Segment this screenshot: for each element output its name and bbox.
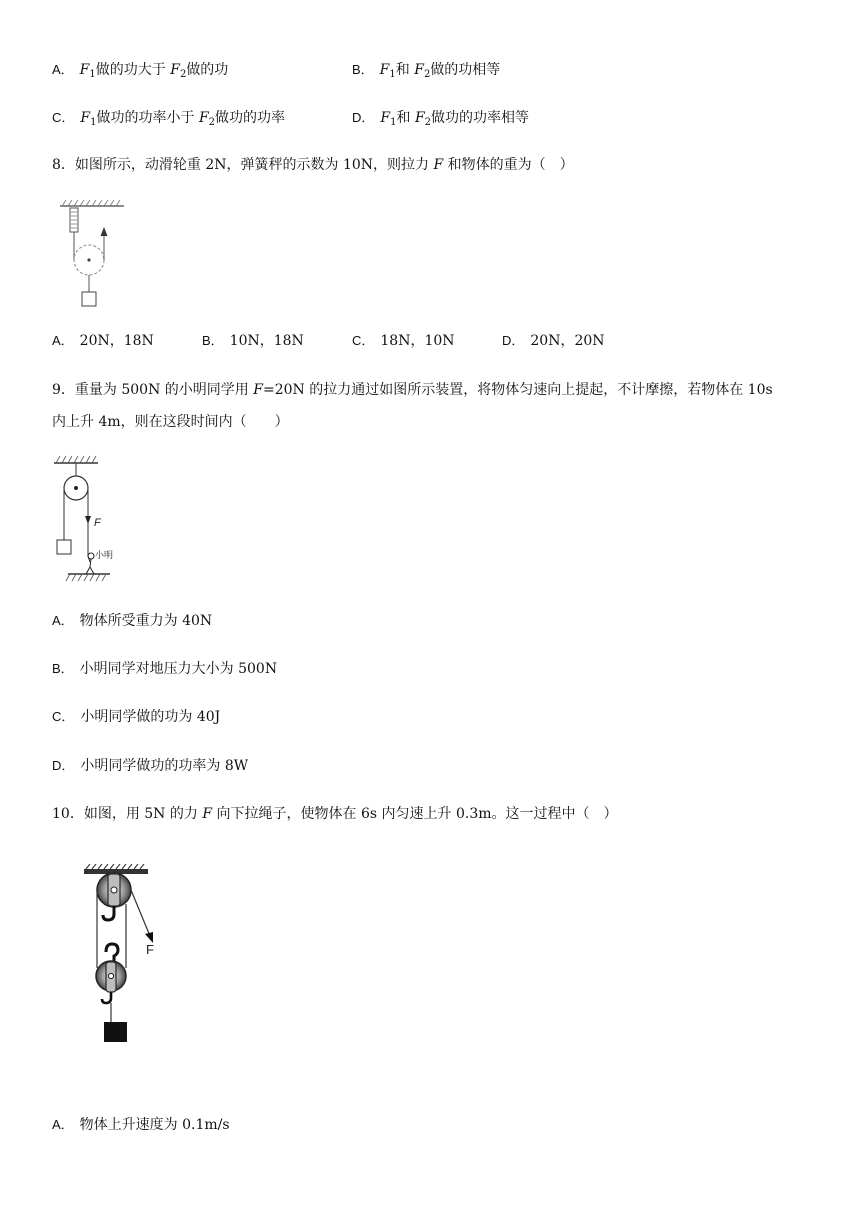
q10-pulley-block-figure xyxy=(80,864,170,1046)
weight-block xyxy=(82,292,96,306)
q9-option-a: A． 物体所受重力为 40N xyxy=(52,613,213,629)
force-label: F xyxy=(94,517,101,529)
bottom-hook-icon xyxy=(102,992,111,1003)
q9-option-c: C． 小明同学做的功为 40J xyxy=(52,709,221,725)
force-label: F xyxy=(146,942,154,957)
q10-option-a: A． 物体上升速度为 0.1m/s xyxy=(52,1117,230,1133)
q9-option-d: D． 小明同学做功的功率为 8W xyxy=(52,758,249,774)
q10-stem: 10．如图，用 5N 的力 F 向下拉绳子，使物体在 6s 内匀速上升 0.3m。这一过程中（ ） xyxy=(52,806,618,822)
q8-option-b: B． 10N，18N xyxy=(202,333,304,349)
middle-hook-icon xyxy=(106,944,118,962)
q8-option-c: C． 18N，10N xyxy=(352,333,455,349)
q7-option-c: C． $F_1$做功的功率小于 $F_2$做功的功率 xyxy=(52,110,286,128)
top-hook-icon xyxy=(103,906,114,920)
person-icon xyxy=(86,553,94,574)
q7-option-d: D． $F_1$和 $F_2$做功的功率相等 xyxy=(352,110,530,128)
q8-option-d: D． 20N，20N xyxy=(502,333,605,349)
q9-stem-line1: 9．重量为 500N 的小明同学用 F=20N 的拉力通过如图所示装置，将物体匀速向上提起，不计摩擦，若物体在 10s xyxy=(52,382,773,398)
q9-stem-line2: 内上升 4m，则在这段时间内（ ） xyxy=(52,414,289,430)
force-arrow-icon xyxy=(85,516,91,524)
force-arrow-icon xyxy=(101,227,108,236)
q7-option-a: A． $F_1$做的功大于 $F_2$做的功 xyxy=(52,62,229,80)
person-label: 小明 xyxy=(95,550,114,560)
q9-pulley-figure xyxy=(50,452,130,588)
q8-pulley-figure xyxy=(58,196,128,310)
q8-option-a: A． 20N，18N xyxy=(52,333,154,349)
weight-block xyxy=(104,1022,127,1042)
q8-stem: 8．如图所示，动滑轮重 2N，弹簧秤的示数为 10N，则拉力 F 和物体的重为（ ） xyxy=(52,157,574,173)
weight-block xyxy=(57,540,71,554)
q7-option-b: B． $F_1$和 $F_2$做的功相等 xyxy=(352,62,501,80)
q9-option-b: B． 小明同学对地压力大小为 500N xyxy=(52,661,278,677)
